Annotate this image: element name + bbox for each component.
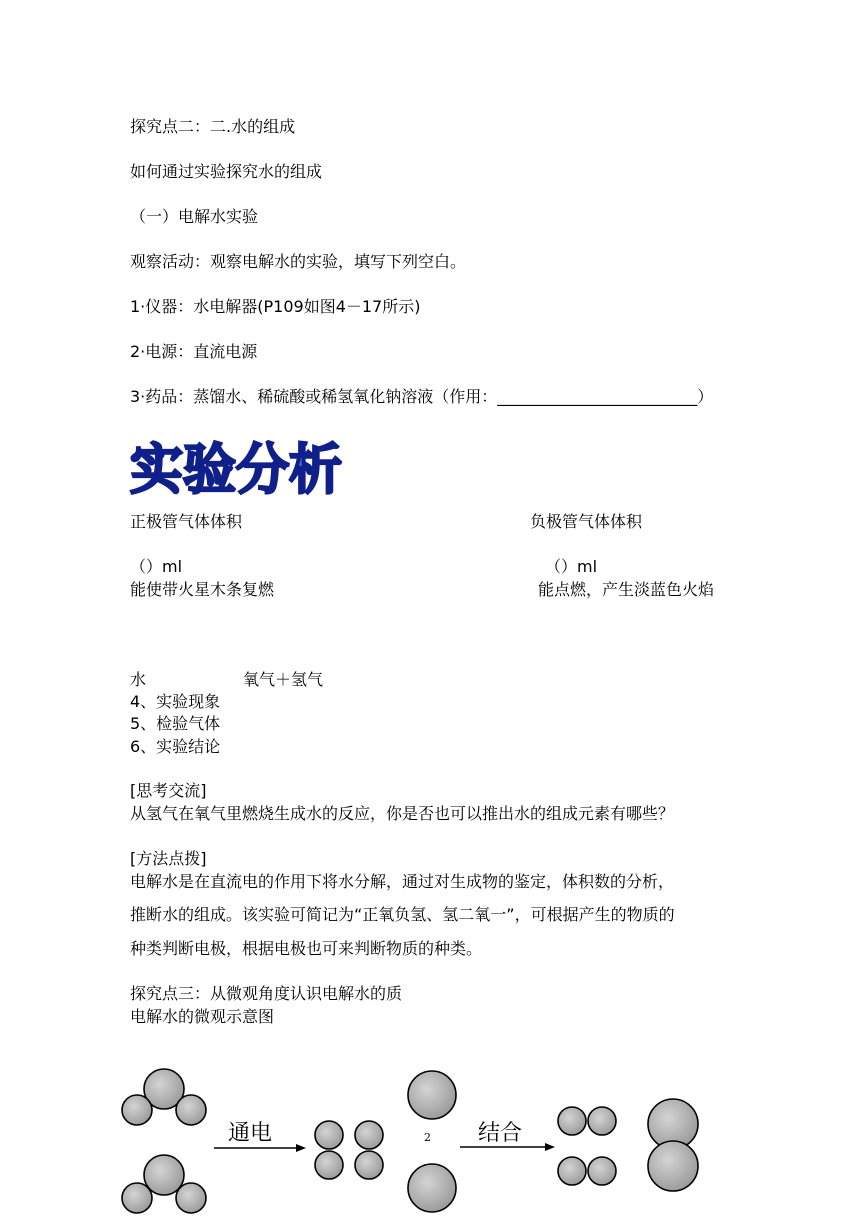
oxygen-atom bbox=[144, 1155, 184, 1195]
negative-property: 能点燃，产生淡蓝色火焰 bbox=[538, 580, 715, 599]
hydrogen-atom bbox=[558, 1107, 586, 1135]
item-6: 6、实验结论 bbox=[130, 737, 221, 756]
oxygen-atom bbox=[408, 1164, 456, 1212]
experiment-analysis-banner bbox=[128, 422, 348, 504]
hydrogen-atom bbox=[355, 1121, 383, 1149]
method-line-2: 推断水的组成。该实验可简记为“正氧负氢、氢二氧一”，可根据产生的物质的 bbox=[130, 905, 675, 924]
item-3: 3·药品：蒸馏水、稀硫酸或稀氢氧化钠溶液（作用：_________________________） bbox=[130, 387, 714, 406]
section3-title: 探究点三：从微观角度认识电解水的质 bbox=[130, 984, 403, 1003]
arrow-1-label: 通电 bbox=[228, 1121, 273, 1146]
item-5: 5、检验气体 bbox=[130, 714, 221, 733]
hydrogen-atom bbox=[122, 1095, 152, 1125]
electrolysis-diagram bbox=[110, 1060, 710, 1216]
equation-left: 水 bbox=[130, 670, 147, 689]
hydrogen-atom bbox=[315, 1121, 343, 1149]
activity-text: 观察活动：观察电解水的实验，填写下列空白。 bbox=[130, 252, 467, 271]
subsection-title: （一）电解水实验 bbox=[130, 207, 259, 226]
hydrogen-atom bbox=[558, 1157, 586, 1185]
method-line-1: 电解水是在直流电的作用下将水分解，通过对生成物的鉴定，体积数的分析， bbox=[130, 872, 675, 891]
diagram-title: 电解水的微观示意图 bbox=[130, 1007, 275, 1026]
think-header: [思考交流] bbox=[130, 781, 207, 800]
item-4: 4、实验现象 bbox=[130, 692, 221, 711]
hydrogen-atom bbox=[588, 1157, 616, 1185]
item-2: 2·电源：直流电源 bbox=[130, 342, 258, 361]
hydrogen-atom bbox=[176, 1183, 206, 1213]
positive-volume: （）ml bbox=[130, 557, 183, 576]
oxygen-atom bbox=[648, 1141, 698, 1191]
item-1: 1·仪器：水电解器(P109如图4－17所示) bbox=[130, 297, 421, 316]
think-text: 从氢气在氧气里燃烧生成水的反应，你是否也可以推出水的组成元素有哪些？ bbox=[130, 804, 675, 823]
banner-text: 实验分析 bbox=[130, 438, 342, 501]
arrow-2-head bbox=[545, 1143, 555, 1151]
equation-right: 氧气＋氢气 bbox=[243, 670, 324, 689]
page-number: 2 bbox=[424, 1131, 431, 1144]
negative-volume: （）ml bbox=[545, 557, 598, 576]
method-header: [方法点拨] bbox=[130, 849, 207, 868]
oxygen-atom bbox=[408, 1071, 456, 1119]
hydrogen-atom bbox=[355, 1151, 383, 1179]
hydrogen-atom bbox=[315, 1151, 343, 1179]
hydrogen-atom bbox=[588, 1107, 616, 1135]
positive-label: 正极管气体体积 bbox=[130, 512, 243, 531]
section2-title: 探究点二：二.水的组成 bbox=[130, 117, 296, 136]
arrow-2-label: 结合 bbox=[478, 1121, 523, 1146]
question-text: 如何通过实验探究水的组成 bbox=[130, 162, 323, 181]
arrow-1-head bbox=[296, 1144, 306, 1152]
positive-property: 能使带火星木条复燃 bbox=[130, 580, 275, 599]
method-line-3: 种类判断电极，根据电极也可来判断物质的种类。 bbox=[130, 939, 483, 958]
hydrogen-atom bbox=[176, 1095, 206, 1125]
hydrogen-atom bbox=[122, 1183, 152, 1213]
negative-label: 负极管气体体积 bbox=[530, 512, 643, 531]
